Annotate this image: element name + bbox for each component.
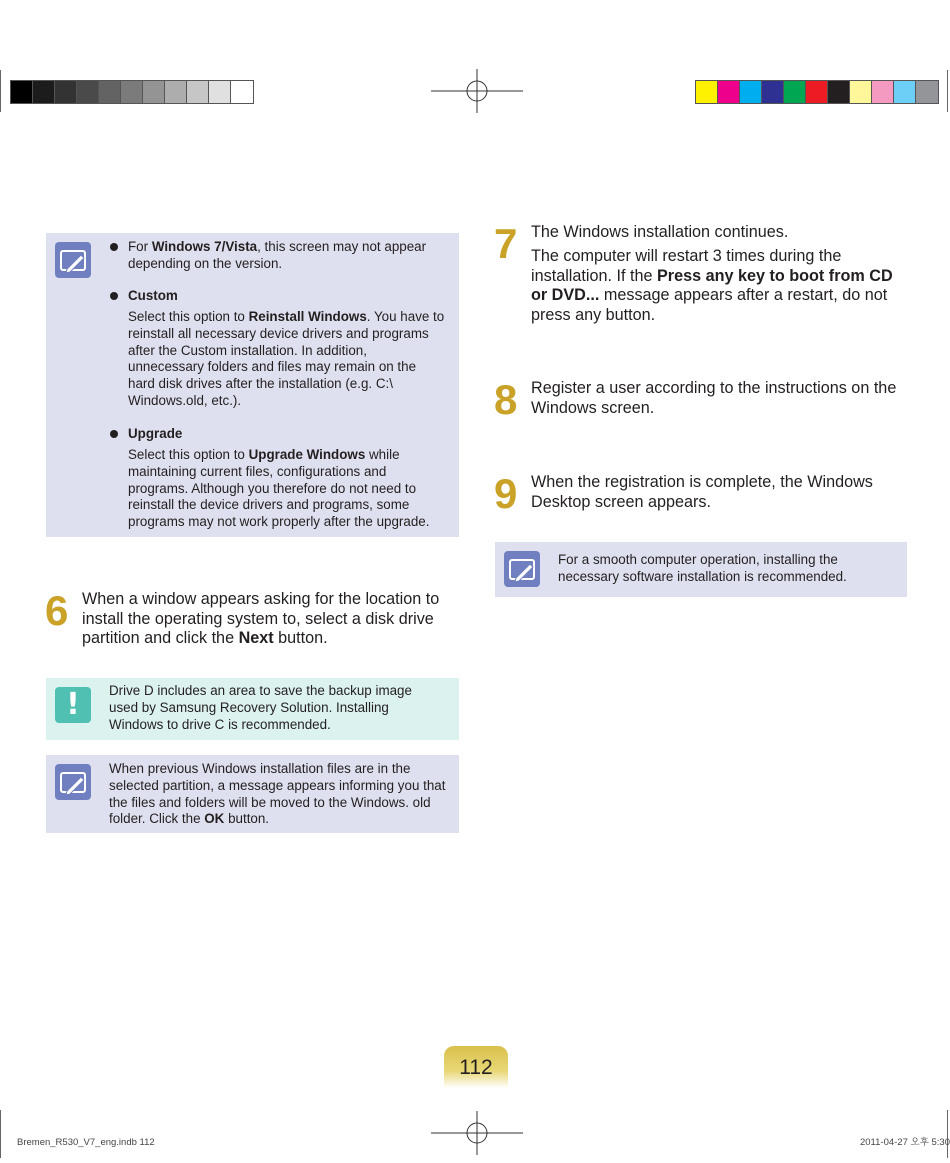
gray-swatch (143, 81, 165, 103)
bullet-icon (110, 243, 118, 251)
process-color-bar (695, 80, 939, 104)
gray-swatch (33, 81, 55, 103)
note-item-custom-title: Custom (128, 288, 178, 303)
note-box-windows-options (46, 233, 459, 537)
page-number: 112 (444, 1046, 508, 1088)
color-swatch (784, 81, 806, 103)
color-swatch (718, 81, 740, 103)
note-box-previous-windows (46, 755, 459, 833)
note-box-software (495, 542, 907, 597)
color-swatch (894, 81, 916, 103)
gray-swatch (209, 81, 231, 103)
registration-mark-top-icon (431, 69, 523, 113)
note-item-windows-version: For Windows 7/Vista, this screen may not appear depending on the version. (128, 239, 427, 271)
note-text: When previous Windows installation files are in the selected partition, a message appears informing you that the files and folders will be moved to the Windows. old folder. Click the OK button. (109, 761, 446, 827)
note-item-custom-body: Select this option to Reinstall Windows. You have to reinstall all necessary device drivers and programs after the Custom installation. In addition, unnecessary folders and files may remain on the hard disk drives after the installation (e.g. C:\ Windows.old, etc.). (128, 309, 445, 408)
step-7-heading: The Windows installation continues. (531, 223, 789, 241)
step-7-text: The computer will restart 3 times during the installation. If the Press any key to boot from CD or DVD... message appears after a restart, do not press any button. (531, 247, 893, 324)
color-swatch (850, 81, 872, 103)
color-swatch (916, 81, 938, 103)
note-item-upgrade-title: Upgrade (128, 426, 183, 441)
trim-mark-right-bottom (947, 1110, 948, 1158)
gray-swatch (99, 81, 121, 103)
grayscale-color-bar (10, 80, 254, 104)
pencil-note-icon (55, 764, 91, 800)
gray-swatch (165, 81, 187, 103)
footer-timestamp: 2011-04-27 오후 5:30 (859, 1137, 950, 1148)
note-item-upgrade-body: Select this option to Upgrade Windows while maintaining current files, configurations and programs. Although you therefore do not need to reinstall the device drivers and programs, some programs may not work properly after the upgrade. (128, 447, 430, 530)
color-swatch (806, 81, 828, 103)
gray-swatch (187, 81, 209, 103)
footer-file-info: Bremen_R530_V7_eng.indb 112 (17, 1137, 155, 1148)
step-number: 8 (494, 376, 518, 423)
warning-box-drive-d (46, 678, 459, 740)
trim-mark-left-top (0, 70, 1, 112)
note-text: For a smooth computer operation, installing the necessary software installation is recommended. (558, 552, 847, 584)
registration-mark-bottom-icon (431, 1111, 523, 1155)
step-8-text: Register a user according to the instructions on the Windows screen. (531, 379, 897, 417)
color-swatch (696, 81, 718, 103)
color-swatch (828, 81, 850, 103)
step-9-text: When the registration is complete, the Windows Desktop screen appears. (531, 473, 873, 511)
trim-mark-left-bottom (0, 1110, 1, 1158)
step-number: 9 (494, 470, 518, 517)
color-swatch (762, 81, 784, 103)
bullet-icon (110, 430, 118, 438)
bullet-icon (110, 292, 118, 300)
gray-swatch (121, 81, 143, 103)
color-swatch (872, 81, 894, 103)
pencil-note-icon (55, 242, 91, 278)
step-number: 6 (45, 587, 69, 634)
warning-text: Drive D includes an area to save the backup image used by Samsung Recovery Solution. Installing Windows to drive C is recommended. (109, 683, 412, 732)
color-swatch (740, 81, 762, 103)
pencil-note-icon (504, 551, 540, 587)
gray-swatch (77, 81, 99, 103)
trim-mark-right-top (947, 70, 948, 112)
gray-swatch (55, 81, 77, 103)
gray-swatch (231, 81, 253, 103)
gray-swatch (11, 81, 33, 103)
exclamation-icon: ! (55, 687, 91, 723)
step-6-text: When a window appears asking for the location to install the operating system to, select a disk drive partition and click the Next button. (82, 590, 440, 647)
step-number: 7 (494, 220, 518, 267)
